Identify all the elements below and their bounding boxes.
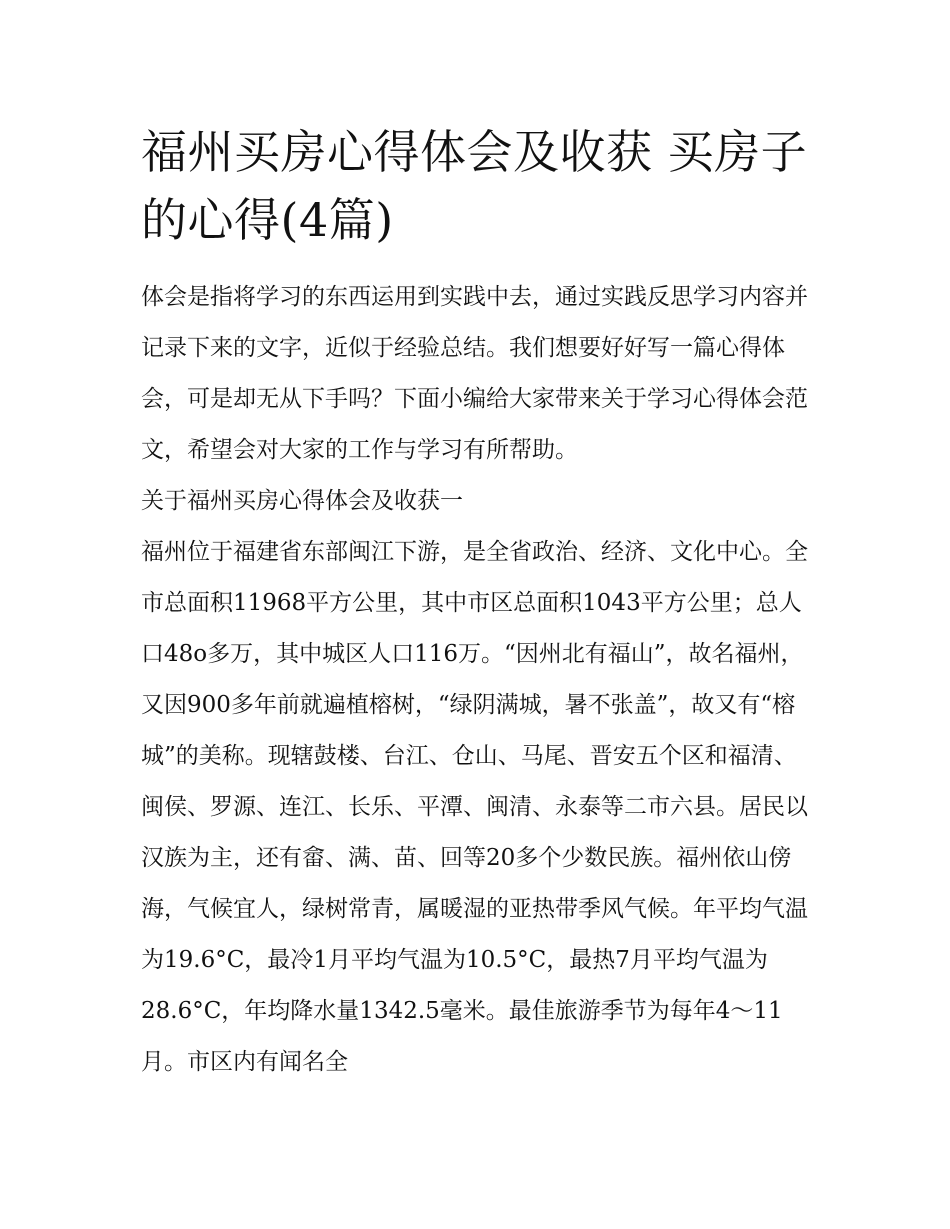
- intro-paragraph: 体会是指将学习的东西运用到实践中去，通过实践反思学习内容并记录下来的文字，近似于经验总结。我们想要好好写一篇心得体会，可是却无从下手吗？下面小编给大家带来关于学习心得体会范文，希望会对大家的工作与学习有所帮助。: [141, 284, 808, 463]
- document-title: 福州买房心得体会及收获 买房子的心得(4篇): [141, 125, 808, 247]
- section-heading: 关于福州买房心得体会及收获一: [141, 488, 463, 514]
- body-paragraph: 福州位于福建省东部闽江下游，是全省政治、经济、文化中心。全市总面积11968平方公里，其中市区总面积1043平方公里；总人口48o多万，其中城区人口116万。“因州北有福山”，故名福州，又因900多年前就遍植榕树，“绿阴满城，暑不张盖”，故又有“榕城”的美称。现辖鼓楼、台江、仓山、马尾、晋安五个区和福清、闽侯、罗源、连江、长乐、平潭、闽清、永泰等二市六县。居民以汉族为主，还有畲、满、苗、回等20多个少数民族。福州依山傍海，气候宜人，绿树常青，属暖湿的亚热带季风气候。年平均气温为19.6°C，最冷1月平均气温为10.5°C，最热7月平均气温为28.6°C，年均降水量1342.5毫米。最佳旅游季节为每年4～11月。市区内有闻名全: [141, 539, 808, 1075]
- document-page: [141, 118, 813, 1088]
